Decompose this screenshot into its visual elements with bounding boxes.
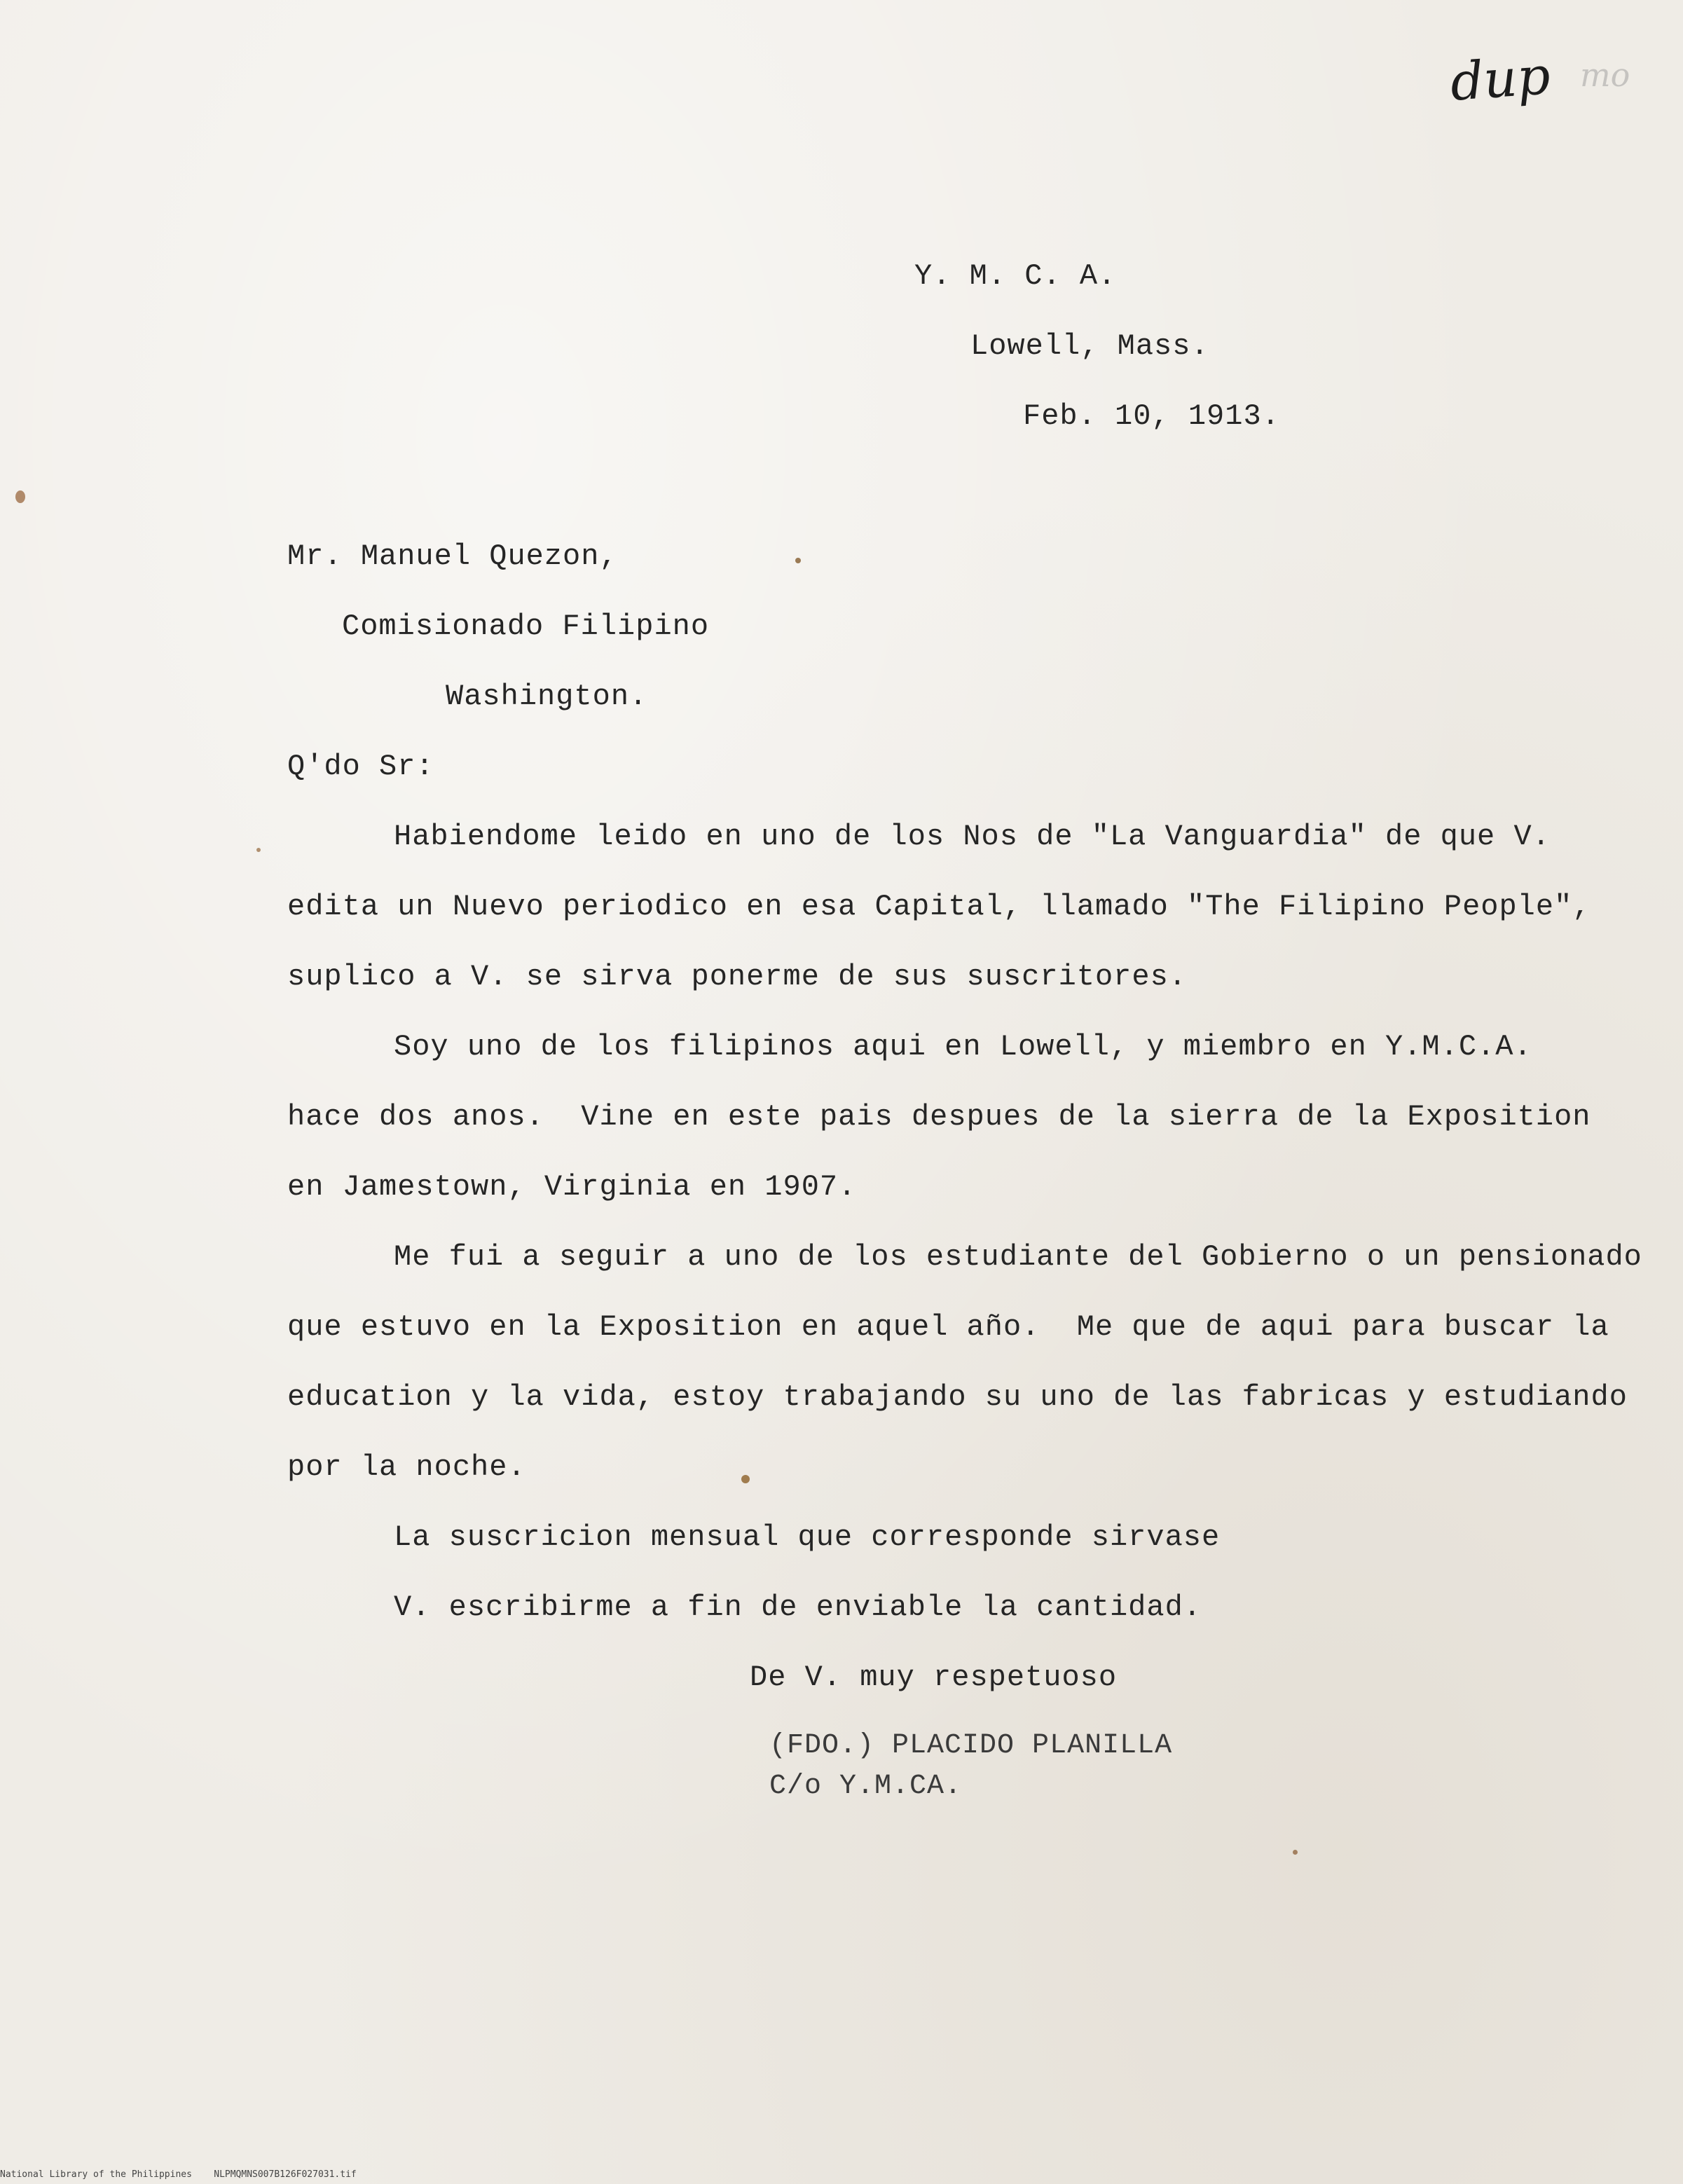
faded-margin-note: mo	[1580, 56, 1630, 94]
body-line: edita un Nuevo periodico en esa Capital, llamado "The Filipino People",	[287, 890, 1591, 923]
signature-name: (FDO.) PLACIDO PLANILLA	[769, 1730, 1173, 1761]
body-line: que estuvo en la Exposition en aquel año. Me que de aqui para buscar la	[287, 1310, 1609, 1344]
recipient-city: Washington.	[446, 680, 648, 713]
recipient-title: Comisionado Filipino	[342, 610, 710, 643]
recipient-name: Mr. Manuel Quezon,	[287, 540, 618, 573]
sender-organization: Y. M. C. A.	[914, 259, 1117, 293]
body-line: por la noche.	[287, 1450, 526, 1484]
paper-speck	[256, 848, 261, 852]
body-line: education y la vida, estoy trabajando su uno de las fabricas y estudiando	[287, 1380, 1628, 1414]
handwritten-margin-note: dup	[1448, 46, 1553, 113]
body-line: hace dos anos. Vine en este pais despues de la sierra de la Exposition	[287, 1100, 1591, 1134]
paper-speck	[15, 490, 25, 503]
body-line: La suscricion mensual que corresponde sirvase	[394, 1520, 1221, 1554]
paper-speck	[741, 1475, 750, 1483]
body-line: suplico a V. se sirva ponerme de sus suscritores.	[287, 960, 1188, 994]
body-line: Me fui a seguir a uno de los estudiante del Gobierno o un pensionado	[394, 1240, 1642, 1274]
letter-date: Feb. 10, 1913.	[1023, 399, 1280, 433]
closing: De V. muy respetuoso	[750, 1661, 1118, 1694]
paper-speck	[1293, 1850, 1298, 1855]
body-line: Habiendome leido en uno de los Nos de "La Vanguardia" de que V.	[394, 820, 1551, 853]
body-line: en Jamestown, Virginia en 1907.	[287, 1170, 857, 1204]
signature-address: C/o Y.M.CA.	[769, 1771, 963, 1802]
body-line: Soy uno de los filipinos aqui en Lowell, y miembro en Y.M.C.A.	[394, 1030, 1532, 1064]
body-line: V. escribirme a fin de enviable la cantidad.	[394, 1591, 1202, 1624]
sender-location: Lowell, Mass.	[970, 329, 1209, 363]
salutation: Q'do Sr:	[287, 750, 434, 783]
paper-speck	[795, 558, 801, 563]
archive-footer: National Library of the Philippines NLPMQMNS007B126F027031.tif	[0, 2169, 357, 2180]
